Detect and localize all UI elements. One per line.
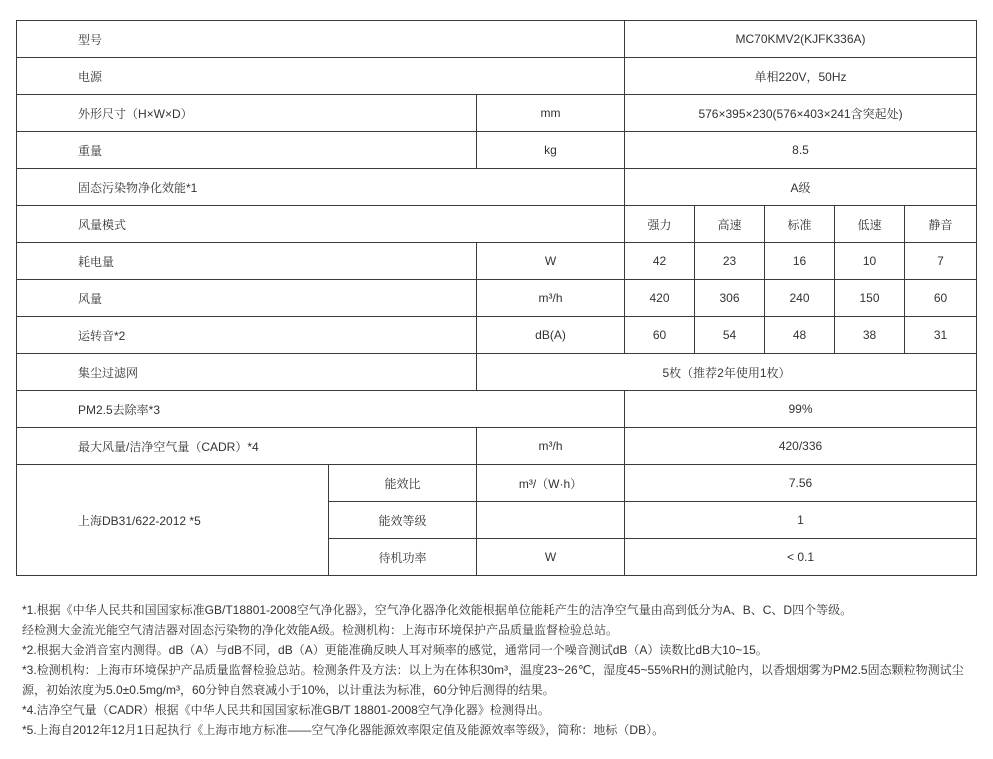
noise-label: 运转音*2	[17, 317, 477, 354]
footnote-5: *5.上海自2012年12月1日起执行《上海市地方标准——空气净化器能源效率限定值及能源效率等级》，简称：地标（DB）。	[22, 723, 665, 737]
grade-unit	[477, 502, 625, 539]
row-power	[17, 58, 977, 95]
power-label: 电源	[17, 58, 625, 95]
row-cadr	[17, 428, 977, 465]
standby-unit: W	[477, 539, 625, 576]
size-label: 外形尺寸（H×W×D）	[17, 95, 477, 132]
cadr-value: 420/336	[625, 428, 977, 465]
airflow-cell: 60	[905, 280, 977, 317]
size-unit: mm	[477, 95, 625, 132]
weight-label: 重量	[17, 132, 477, 169]
footnotes	[22, 600, 972, 740]
grade-label: 能效等级	[329, 502, 477, 539]
row-weight	[17, 132, 977, 169]
row-pm25	[17, 391, 977, 428]
mode-cell: 低速	[835, 206, 905, 243]
consumption-cell: 7	[905, 243, 977, 280]
airflow-cell: 306	[695, 280, 765, 317]
footnote-3: *3.检测机构：上海市环境保护产品质量监督检验总站。检测条件及方法：以上为在体积30m³，温度23~26℃，湿度45~55%RH的测试舱内，以香烟烟雾为PM2.5固态颗粒物测试尘源，初始浓度为5.0±0.5mg/m³，60分钟自然衰减小于10%，以计重法为标准，60分钟后测得的结果。	[22, 663, 964, 697]
shanghai-label: 上海DB31/622-2012 *5	[17, 465, 329, 576]
mode-cell: 强力	[625, 206, 695, 243]
noise-cell: 54	[695, 317, 765, 354]
power-value: 单相220V，50Hz	[625, 58, 977, 95]
efficiency-value: 7.56	[625, 465, 977, 502]
model-label: 型号	[17, 21, 625, 58]
noise-unit: dB(A)	[477, 317, 625, 354]
model-value: MC70KMV2(KJFK336A)	[625, 21, 977, 58]
airflow-cell: 420	[625, 280, 695, 317]
airflow-label: 风量	[17, 280, 477, 317]
row-airmode	[17, 206, 977, 243]
row-consumption	[17, 243, 977, 280]
standby-label: 待机功率	[329, 539, 477, 576]
row-airflow	[17, 280, 977, 317]
consumption-cell: 42	[625, 243, 695, 280]
cadr-label: 最大风量/洁净空气量（CADR）*4	[17, 428, 477, 465]
grade-value: 1	[625, 502, 977, 539]
noise-cell: 31	[905, 317, 977, 354]
standby-value: < 0.1	[625, 539, 977, 576]
row-model	[17, 21, 977, 58]
airflow-cell: 150	[835, 280, 905, 317]
weight-unit: kg	[477, 132, 625, 169]
consumption-cell: 23	[695, 243, 765, 280]
efficiency-label: 能效比	[329, 465, 477, 502]
pm25-value: 99%	[625, 391, 977, 428]
mode-cell: 高速	[695, 206, 765, 243]
consumption-cell: 10	[835, 243, 905, 280]
row-efficiency	[17, 465, 977, 502]
filter-label: 集尘过滤网	[17, 354, 477, 391]
efficiency-unit: m³/（W·h）	[477, 465, 625, 502]
footnote-4: *4.洁净空气量（CADR）根据《中华人民共和国国家标准GB/T 18801-2008空气净化器》检测得出。	[22, 703, 550, 717]
mode-cell: 标准	[765, 206, 835, 243]
cadr-unit: m³/h	[477, 428, 625, 465]
size-value: 576×395×230(576×403×241含突起处)	[625, 95, 977, 132]
spec-table	[16, 20, 977, 576]
solid-label: 固态污染物净化效能*1	[17, 169, 625, 206]
consumption-label: 耗电量	[17, 243, 477, 280]
row-filter	[17, 354, 977, 391]
noise-cell: 38	[835, 317, 905, 354]
consumption-cell: 16	[765, 243, 835, 280]
pm25-label: PM2.5去除率*3	[17, 391, 625, 428]
airflow-unit: m³/h	[477, 280, 625, 317]
noise-cell: 48	[765, 317, 835, 354]
row-solid	[17, 169, 977, 206]
footnote-1: *1.根据《中华人民共和国国家标准GB/T18801-2008空气净化器》，空气净化器净化效能根据单位能耗产生的洁净空气量由高到低分为A、B、C、D四个等级。	[22, 603, 853, 617]
airmode-label: 风量模式	[17, 206, 625, 243]
footnote-1-continued: 经检测大金流光能空气清洁器对固态污染物的净化效能A级。检测机构：上海市环境保护产品质量监督检验总站。	[22, 623, 619, 637]
row-noise	[17, 317, 977, 354]
noise-cell: 60	[625, 317, 695, 354]
row-size	[17, 95, 977, 132]
footnote-2: *2.根据大金消音室内测得。dB（A）与dB不同，dB（A）更能准确反映人耳对频率的感觉，通常同一个噪音测试dB（A）读数比dB大10~15。	[22, 643, 768, 657]
mode-cell: 静音	[905, 206, 977, 243]
solid-value: A级	[625, 169, 977, 206]
filter-value: 5枚（推荐2年使用1枚）	[477, 354, 977, 391]
consumption-unit: W	[477, 243, 625, 280]
airflow-cell: 240	[765, 280, 835, 317]
weight-value: 8.5	[625, 132, 977, 169]
